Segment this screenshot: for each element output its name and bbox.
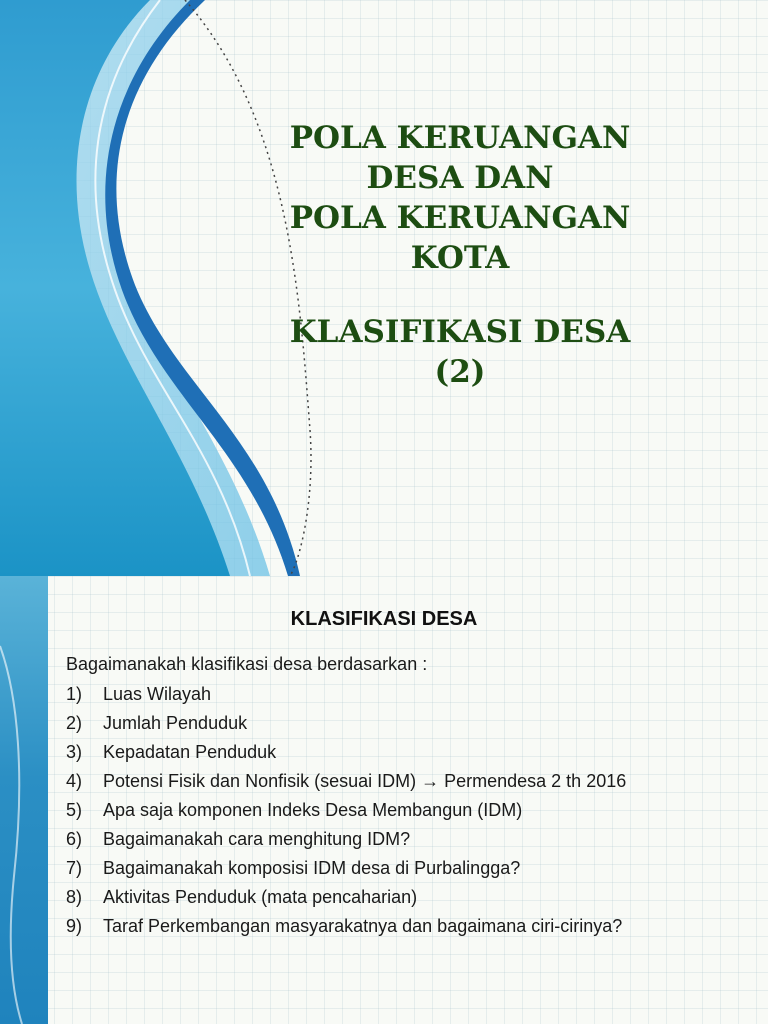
title-line-1: POLA KERUANGAN xyxy=(289,120,631,156)
list-item xyxy=(66,767,626,796)
item-text: Bagaimanakah cara menghitung IDM? xyxy=(103,829,411,849)
item-text: Jumlah Penduduk xyxy=(103,713,248,733)
item-text: Luas Wilayah xyxy=(103,684,212,704)
list-item xyxy=(66,854,626,883)
item-number: 5) xyxy=(66,800,83,820)
item-text: Bagaimanakah komposisi IDM desa di Purbalingga? xyxy=(103,858,521,878)
intro-text: Bagaimanakah klasifikasi desa berdasarkan : xyxy=(66,654,428,674)
item-text: Taraf Perkembangan masyarakatnya dan bagaimana ciri-cirinya? xyxy=(103,916,623,936)
subtitle-line-1: KLASIFIKASI DESA xyxy=(289,314,631,350)
item-number: 7) xyxy=(66,858,83,878)
list-item xyxy=(66,825,626,854)
section-heading: KLASIFIKASI DESA xyxy=(290,608,478,630)
list-item xyxy=(66,796,626,825)
list-item xyxy=(66,738,626,767)
list-item xyxy=(66,883,626,912)
question-list xyxy=(66,680,626,941)
item-number: 9) xyxy=(66,916,83,936)
item-number: 3) xyxy=(66,742,83,762)
item-text: Kepadatan Penduduk xyxy=(103,742,277,762)
title-line-2: DESA DAN xyxy=(366,160,554,196)
subtitle-line-2: (2) xyxy=(434,354,486,390)
item-number: 4) xyxy=(66,771,83,791)
item-number: 2) xyxy=(66,713,83,733)
list-item xyxy=(66,709,626,738)
side-wave-decoration xyxy=(0,576,60,1024)
item-number: 8) xyxy=(66,887,83,907)
list-item xyxy=(66,680,626,709)
item-number: 1) xyxy=(66,684,83,704)
item-text: Apa saja komponen Indeks Desa Membangun (IDM) xyxy=(103,800,523,820)
item-number: 6) xyxy=(66,829,83,849)
item-text: Potensi Fisik dan Nonfisik (sesuai IDM) → Permendesa 2 th 2016 xyxy=(103,771,627,791)
title-line-3: POLA KERUANGAN xyxy=(289,200,631,236)
title-line-4: KOTA xyxy=(410,240,510,276)
item-text: Aktivitas Penduduk (mata pencaharian) xyxy=(103,887,418,907)
slide-title xyxy=(250,118,670,392)
list-item xyxy=(66,912,626,941)
content-slide xyxy=(0,576,768,1024)
